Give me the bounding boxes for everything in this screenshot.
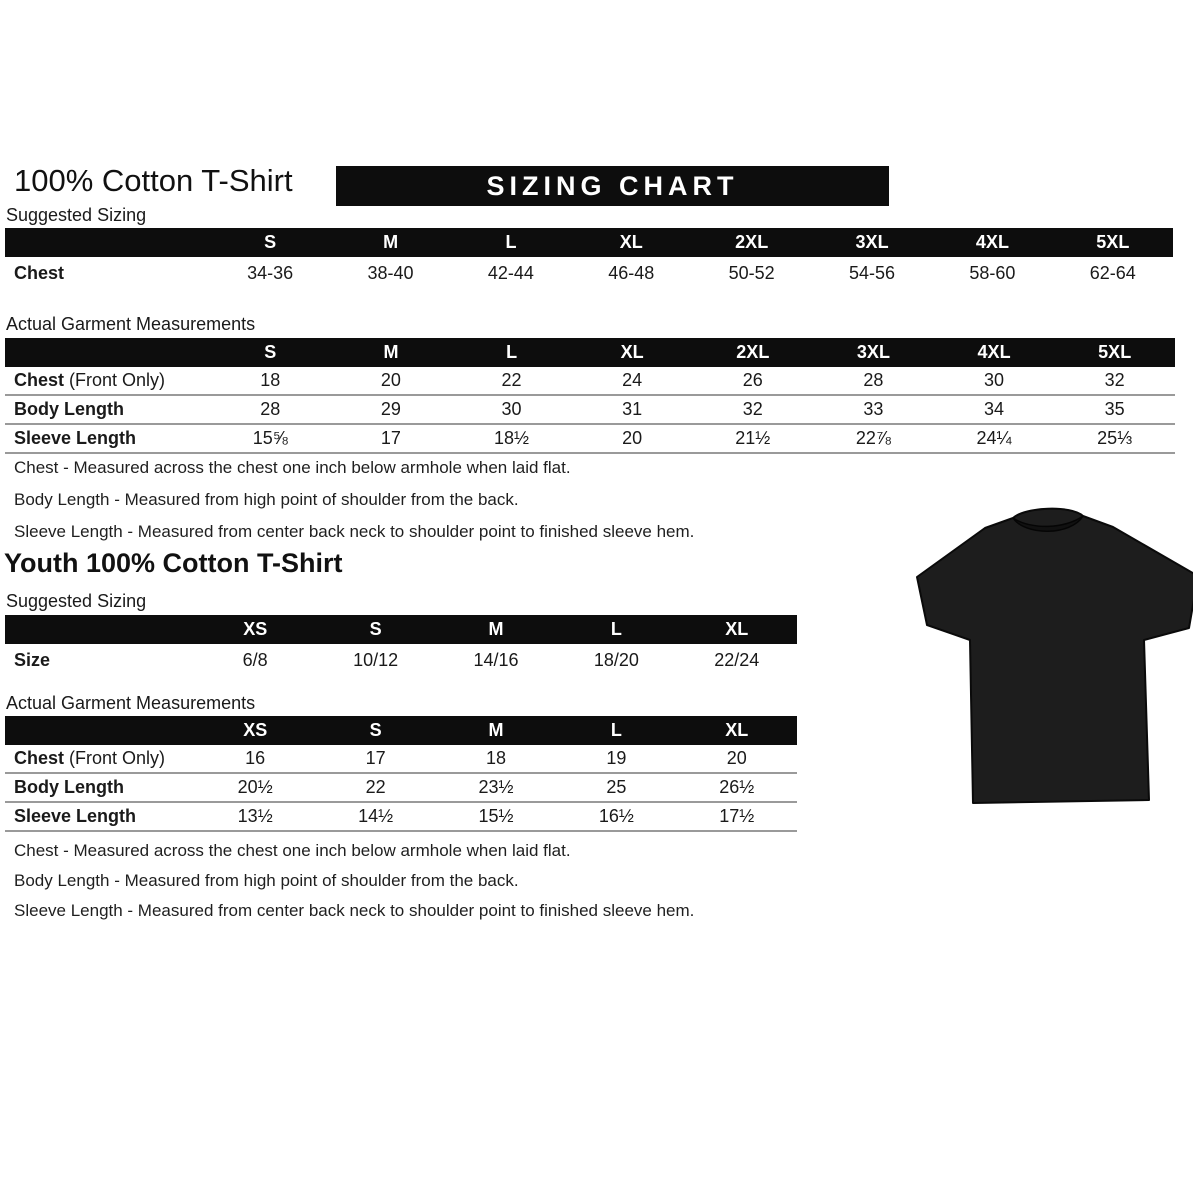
column-header: 3XL (813, 338, 934, 367)
measurement-cell: 28 (210, 395, 331, 424)
measurement-cell: 20 (677, 745, 797, 773)
youth-actual-measurements-label: Actual Garment Measurements (6, 693, 256, 713)
table-header-row (5, 615, 797, 644)
note-sleeve-length: Sleeve Length - Measured from center back neck to shoulder point to finished sleeve hem. (14, 901, 695, 920)
table-header-row (5, 228, 1173, 257)
column-header: S (210, 338, 331, 367)
column-header: S (315, 716, 435, 745)
measurement-cell: 18 (210, 367, 331, 395)
page-title: 100% Cotton T-Shirt (14, 163, 293, 198)
column-header: M (330, 228, 450, 257)
table-row-sleeve-length (5, 424, 1175, 453)
measurement-cell: 46-48 (608, 262, 655, 283)
measurement-cell: 26½ (677, 773, 797, 802)
measurement-cell: 10/12 (353, 649, 399, 670)
table-row-body-length (5, 395, 1175, 424)
measurement-cell: 34-36 (247, 262, 294, 283)
measurement-cell: 23½ (436, 773, 556, 802)
adult-suggested-sizing-table (5, 228, 1173, 289)
row-label-main: Chest (14, 370, 65, 390)
youth-suggested-sizing-label: Suggested Sizing (6, 591, 147, 611)
measurement-cell: 14½ (315, 802, 435, 831)
measurement-cell: 21½ (693, 424, 814, 453)
column-header: 2XL (692, 228, 812, 257)
measurement-cell: 34 (934, 395, 1055, 424)
measurement-cell: 25 (556, 773, 676, 802)
table-row-chest (5, 745, 797, 773)
measurement-cell: 20½ (195, 773, 315, 802)
measurement-cell: 24 (572, 367, 693, 395)
note-body-length: Body Length - Measured from high point of shoulder from the back. (14, 490, 519, 509)
column-header: L (556, 615, 676, 644)
measurement-cell: 15½ (436, 802, 556, 831)
column-header: L (556, 716, 676, 745)
tshirt-body-shape (917, 509, 1193, 803)
column-header: 3XL (812, 228, 932, 257)
column-header: 5XL (1053, 228, 1173, 257)
note-sleeve-length: Sleeve Length - Measured from center back neck to shoulder point to finished sleeve hem. (14, 522, 695, 541)
table-header-row (5, 716, 797, 745)
measurement-cell: 13½ (195, 802, 315, 831)
measurement-cell: 22/24 (714, 649, 760, 670)
measurement-cell: 17 (331, 424, 452, 453)
measurement-cell: 14/16 (473, 649, 519, 670)
column-header: XS (195, 716, 315, 745)
measurement-cell: 62-64 (1089, 262, 1136, 283)
column-header: XL (677, 716, 797, 745)
table-header-row (5, 338, 1175, 367)
measurement-cell: 18/20 (593, 649, 639, 670)
column-header: S (210, 228, 330, 257)
row-label: Sleeve Length (5, 802, 195, 831)
table-row (5, 257, 1173, 289)
measurement-cell: 25⅓ (1054, 424, 1175, 453)
measurement-cell: 16 (195, 745, 315, 773)
adult-suggested-sizing-label: Suggested Sizing (6, 205, 147, 225)
measurement-cell: 26 (693, 367, 814, 395)
column-header-blank (5, 338, 210, 367)
measurement-cell: 38-40 (367, 262, 414, 283)
measurement-cell: 16½ (556, 802, 676, 831)
column-header-blank (5, 228, 210, 257)
column-header-blank (5, 615, 195, 644)
sizing-chart-banner: SIZING CHART (336, 166, 889, 206)
column-header: 4XL (932, 228, 1052, 257)
row-label (5, 367, 210, 395)
table-row-size (5, 644, 797, 676)
row-label: Sleeve Length (5, 424, 210, 453)
youth-suggested-sizing-table (5, 615, 797, 676)
note-body-length: Body Length - Measured from high point of shoulder from the back. (14, 871, 519, 890)
measurement-cell: 30 (934, 367, 1055, 395)
column-header: 5XL (1054, 338, 1175, 367)
measurement-cell: 35 (1054, 395, 1175, 424)
row-label: Body Length (5, 395, 210, 424)
measurement-cell: 54-56 (849, 262, 896, 283)
measurement-cell: 28 (813, 367, 934, 395)
column-header: XS (195, 615, 315, 644)
measurement-cell: 31 (572, 395, 693, 424)
measurement-cell: 22⅞ (813, 424, 934, 453)
row-label-main: Chest (14, 748, 65, 768)
row-label: Size (14, 649, 51, 670)
measurement-cell: 32 (1054, 367, 1175, 395)
measurement-cell: 18½ (451, 424, 572, 453)
measurement-cell: 22 (315, 773, 435, 802)
measurement-cell: 22 (451, 367, 572, 395)
measurement-cell: 15⅝ (210, 424, 331, 453)
measurement-cell: 24¼ (934, 424, 1055, 453)
column-header: M (331, 338, 452, 367)
tshirt-image (893, 482, 1193, 817)
measurement-cell: 30 (451, 395, 572, 424)
column-header: 4XL (934, 338, 1055, 367)
adult-actual-measurements-table (5, 338, 1175, 454)
measurement-cell: 29 (331, 395, 452, 424)
measurement-cell: 6/8 (242, 649, 268, 670)
measurement-cell: 18 (436, 745, 556, 773)
measurement-cell: 42-44 (487, 262, 534, 283)
table-row-body-length (5, 773, 797, 802)
measurement-cell: 20 (331, 367, 452, 395)
table-row-sleeve-length (5, 802, 797, 831)
measurement-cell: 17 (315, 745, 435, 773)
column-header: 2XL (693, 338, 814, 367)
column-header: M (436, 615, 556, 644)
column-header-blank (5, 716, 195, 745)
column-header: M (436, 716, 556, 745)
column-header: XL (571, 228, 691, 257)
row-label: Chest (14, 262, 65, 283)
measurement-cell: 19 (556, 745, 676, 773)
row-label-suffix: (Front Only) (64, 748, 166, 768)
table-row-chest (5, 367, 1175, 395)
row-label: Body Length (5, 773, 195, 802)
adult-actual-measurements-label: Actual Garment Measurements (6, 314, 256, 334)
measurement-cell: 58-60 (969, 262, 1016, 283)
column-header: L (451, 228, 571, 257)
measurement-cell: 50-52 (728, 262, 775, 283)
column-header: XL (677, 615, 797, 644)
youth-actual-measurements-table (5, 716, 797, 832)
row-label-suffix: (Front Only) (64, 370, 166, 390)
measurement-cell: 32 (693, 395, 814, 424)
measurement-cell: 33 (813, 395, 934, 424)
column-header: XL (572, 338, 693, 367)
measurement-cell: 17½ (677, 802, 797, 831)
youth-measurement-notes (14, 836, 694, 926)
column-header: L (451, 338, 572, 367)
note-chest: Chest - Measured across the chest one inch below armhole when laid flat. (14, 458, 571, 477)
youth-section-title: Youth 100% Cotton T-Shirt (4, 548, 343, 578)
column-header: S (315, 615, 435, 644)
adult-measurement-notes (14, 452, 694, 548)
measurement-cell: 20 (572, 424, 693, 453)
row-label (5, 745, 195, 773)
note-chest: Chest - Measured across the chest one inch below armhole when laid flat. (14, 841, 571, 860)
